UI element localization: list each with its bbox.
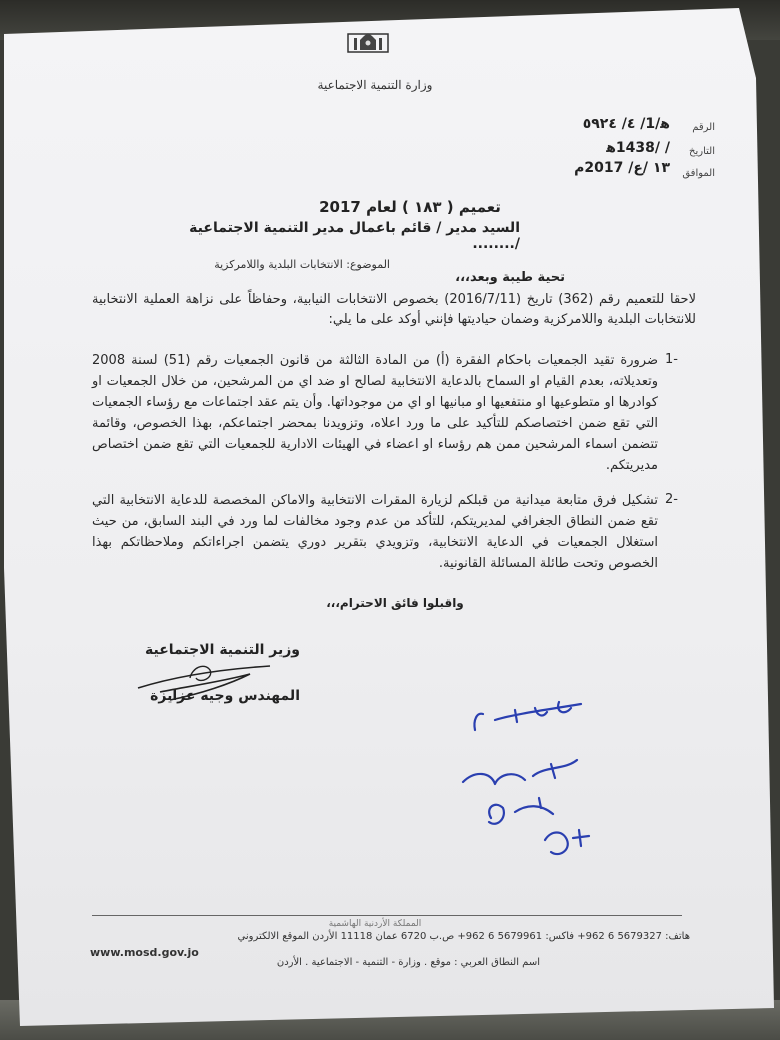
footer-divider (92, 915, 682, 916)
footer-kingdom: المملكة الأردنية الهاشمية (328, 919, 422, 929)
circular-title: تعميم ( ١٨٣ ) لعام 2017 (319, 198, 501, 216)
hijri-date-label: التاريخ (689, 146, 715, 157)
item-2-number: 2- (665, 492, 678, 507)
gregorian-date-label: الموافق (682, 168, 715, 179)
ministry-name: وزارة التنمية الاجتماعية (317, 78, 433, 92)
addressee: السيد مدير / قائم باعمال مدير التنمية الاجتماعية /........ (189, 220, 520, 252)
minister-title: وزير التنمية الاجتماعية (145, 642, 300, 658)
minister-name: المهندس وجيه عزايزة (150, 688, 300, 704)
subject-line: الموضوع: الانتخابات البلدية واللامركزية (214, 258, 390, 271)
reference-number: ﻫ/1/ ٤/ ٥٩٢٤ (582, 116, 670, 132)
closing-line: واقبلوا فائق الاحترام،،، (326, 596, 464, 610)
intro-paragraph: لاحقا للتعميم رقم (362) تاريخ (2016/7/11) بخصوص الانتخابات النيابية، وحفاظاً على نزاهة العملية الانتخابية للانتخابات البلدية واللامركزية وضمان حياديتها فإنني أوكد على ما يلي: (92, 292, 696, 327)
greeting: تحية طيبة وبعد،،، (455, 270, 565, 285)
footer-arabic-domain: اسم النطاق العربي : موقع . وزارة - التنمية - الاجتماعية . الأردن (276, 957, 540, 968)
reference-label: الرقم (692, 122, 715, 133)
footer-website: www.mosd.gov.jo (90, 946, 199, 959)
gregorian-date-value: ١٣ /ع/ 2017م (574, 160, 670, 176)
hijri-date-value: / /1438ﻫ (606, 140, 670, 156)
item-1-text: ضرورة تقيد الجمعيات باحكام الفقرة (أ) من المادة الثالثة من قانون الجمعيات رقم (51) لسنة 2008 وتعديلاته، بعدم القيام او السماح بالدعاية الانتخابية لصالح او ضد اي من المرشحين، من خلال الجمعيات او كوادرها او متطوعيها او منتفعيها او مبانيها او اي من موجوداتها. وأن يتم عقد اجتماعات مع رؤساء الجمعيات التي تقع ضمن اختصاصكم للتأكيد على ما ورد اعلاه، وتزويدنا بمحضر اجتماعكم، بهذا الخصوص، وقائمة تتضمن اسماء المرشحين ممن هم رؤساء او اعضاء في الهيئات الادارية للجمعيات التي تقع ضمن اختصاص مديريتكم. (92, 353, 658, 473)
item-2-text: تشكيل فرق متابعة ميدانية من قبلكم لزيارة المقرات الانتخابية والاماكن المخصصة للدعاية الانتخابية التي تقع ضمن النطاق الجغرافي لمديريتكم، للتأكد من عدم وجود مخالفات لما ورد في البند السابق، من حيث استغلال الجمعيات في الدعاية الانتخابية، وتزويدي بتقرير دوري يتضمن اجراءاتكم وملاحظاتكم بهذا الخصوص وتحت طائلة المسائلة القانونية. (92, 493, 658, 571)
handwritten-note (455, 690, 595, 870)
footer-contact: هاتف: 5679327 6 962+ فاكس: 5679961 6 962+ ص.ب 6720 عمان 11118 الأردن الموقع الالكتروني (237, 931, 690, 942)
item-1-number: 1- (665, 352, 678, 367)
crown-emblem-icon (344, 30, 392, 56)
